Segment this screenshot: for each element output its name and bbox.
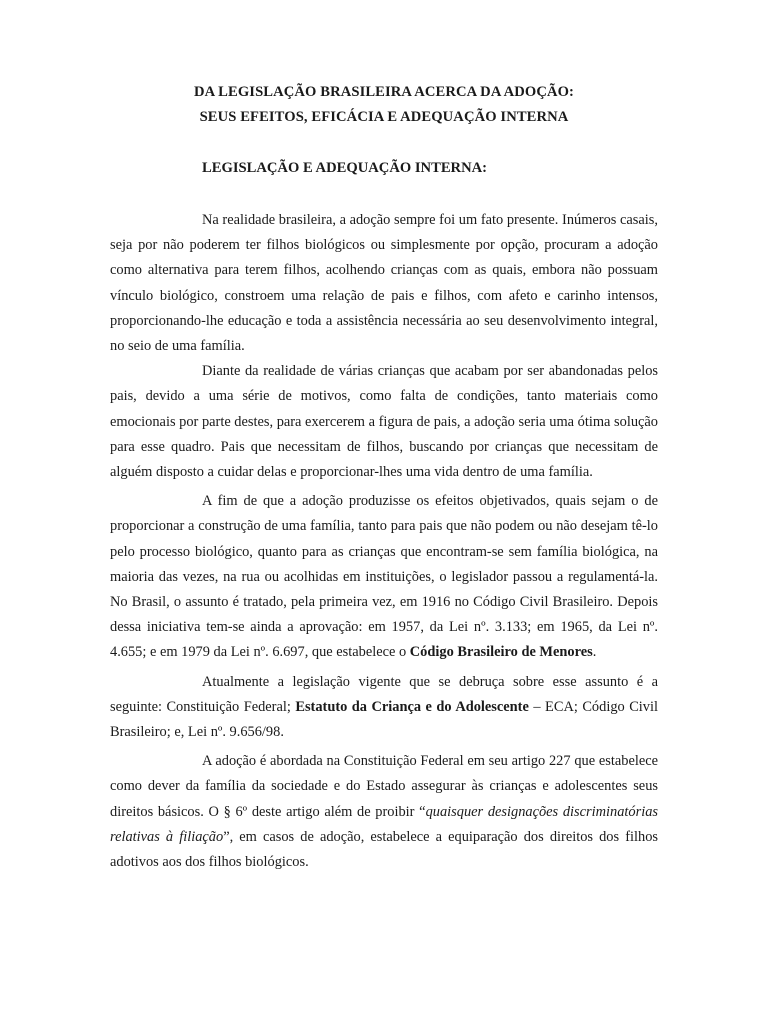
document-title-line-2: SEUS EFEITOS, EFICÁCIA E ADEQUAÇÃO INTERNA <box>199 109 569 125</box>
paragraph-4-text: Atualmente a legislação vigente que se debruça sobre esse assunto é a seguinte: Constituição Federal; <box>110 673 658 715</box>
paragraph-1: Na realidade brasileira, a adoção sempre foi um fato presente. Inúmeros casais, seja por não poderem ter filhos biológicos ou simplesmente por opção, procuram a adoção como alternativa para terem filhos, acolhendo crianças com as quais, embora não possuam vínculo biológico, constroem uma relação de pais e filhos, com afeto e carinho intensos, proporcionando-lhe educação e toda a assistência necessária ao seu desenvolvimento integral, no seio de uma família. <box>110 212 658 355</box>
paragraph-2: Diante da realidade de várias crianças que acabam por ser abandonadas pelos pais, devido a uma série de motivos, como falta de condições, tanto materiais como emocionais por parte destes, para exercerem a figura de pais, a adoção seria uma ótima solução para esse quadro. Pais que necessitam de filhos, buscando por crianças que necessitam de alguém disposto a cuidar delas e proporcionar-lhes uma vida dentro de uma família. <box>110 363 658 481</box>
section-heading: LEGISLAÇÃO E ADEQUAÇÃO INTERNA: <box>202 160 488 176</box>
paragraph-5-end: ”, em casos de adoção, estabelece a equiparação dos direitos dos filhos adotivos aos dos filhos biológicos. <box>110 828 658 871</box>
paragraph-4-bold: Estatuto da Criança e do Adolescente <box>295 698 529 715</box>
paragraph-3-bold: Código Brasileiro de Menores <box>409 644 593 661</box>
paragraph-4 <box>110 670 658 746</box>
document-body <box>110 208 658 875</box>
paragraph-4-end: – ECA; Código Civil Brasileiro; e, Lei nº. 9.656/98. <box>110 698 658 741</box>
paragraph-5-italic: quaisquer designações discriminatórias relativas à filiação <box>110 803 658 845</box>
document-title-line-1: DA LEGISLAÇÃO BRASILEIRA ACERCA DA ADOÇÃO: <box>193 84 575 100</box>
paragraph-3-text: A fim de que a adoção produzisse os efeitos objetivados, quais sejam o de proporcionar a construção de uma família, tanto para pais que não podem ou não desejam tê-lo pelo processo biológico, quanto para as crianças que encontram-se sem família biológica, na maioria das vezes, na rua ou acolhidas em instituições, o legislador passou a regulamentá-la. No Brasil, o assunto é tratado, pela primeira vez, em 1916 no Código Civil Brasileiro. Depois dessa iniciativa tem-se ainda a aprovação: em 1957, da Lei nº. 3.133; em 1965, da Lei nº. 4.655; e em 1979 da Lei nº. 6.697, que estabelece o <box>110 493 658 661</box>
paragraph-5-text: A adoção é abordada na Constituição Federal em seu artigo 227 que estabelece como dever da família da sociedade e do Estado assegurar às crianças e adolescentes seus direitos básicos. O § 6º deste artigo além de proibir “ <box>110 753 658 820</box>
paragraph-5 <box>110 749 658 875</box>
paragraph-3 <box>110 489 658 665</box>
paragraph-3-end: . <box>592 644 597 661</box>
